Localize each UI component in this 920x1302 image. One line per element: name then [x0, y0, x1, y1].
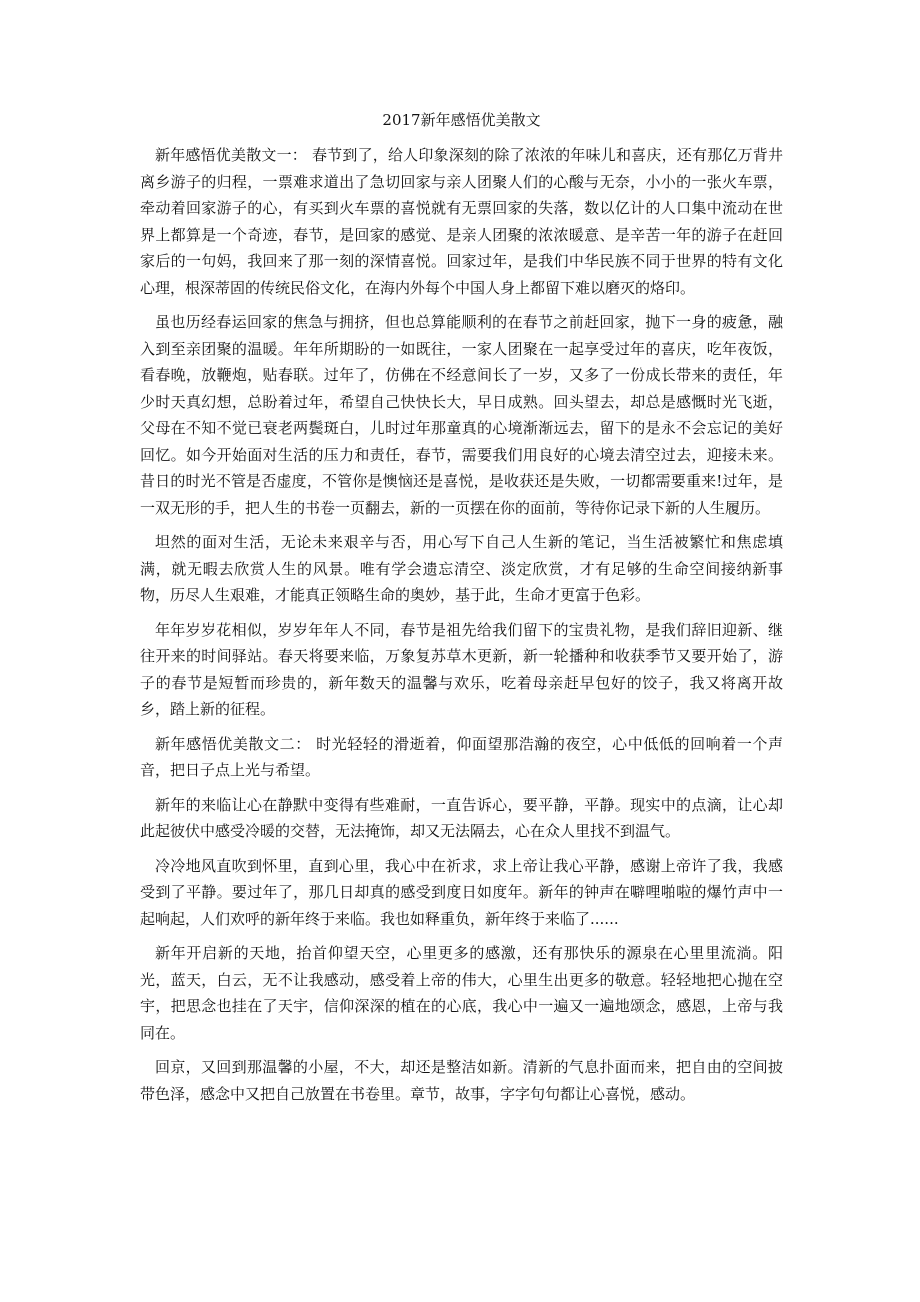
paragraph-2: 虽也历经春运回家的焦急与拥挤，但也总算能顺利的在春节之前赶回家，抛下一身的疲惫，融入到至亲团聚的温暖。年年所期盼的一如既往，一家人团聚在一起享受过年的喜庆，吃年夜饭，看春晚，放鞭炮，贴春联。过年了，仿佛在不经意间长了一岁，又多了一份成长带来的责任，年少时天真幻想，总盼着过年，希望自己快快长大，早日成熟。回头望去，却总是感慨时光飞逝，父母在不知不觉已衰老两鬓斑白，儿时过年那童真的心境渐渐远去，留下的是永不会忘记的美好回忆。如今开始面对生活的压力和责任，春节，需要我们用良好的心境去清空过去，迎接未来。昔日的时光不管是否虚度，不管你是懊恼还是喜悦，是收获还是失败，一切都需要重来!过年，是一双无形的手，把人生的书卷一页翻去，新的一页摆在你的面前，等待你记录下新的人生履历。 — [140, 313, 783, 517]
paragraph-4: 年年岁岁花相似，岁岁年年人不同，春节是祖先给我们留下的宝贵礼物，是我们辞旧迎新、继往开来的时间驿站。春天将要来临，万象复苏草木更新，新一轮播种和收获季节又要开始了，游子的春节是短暂而珍贵的，新年数天的温馨与欢乐，吃着母亲赶早包好的饺子，我又将离开故乡，踏上新的征程。 — [140, 620, 783, 718]
paragraph-8: 新年开启新的天地，抬首仰望天空，心里更多的感激，还有那快乐的源泉在心里里流淌。阳光，蓝天，白云，无不让我感动，感受着上帝的伟大，心里生出更多的敬意。轻轻地把心抛在空宇，把思念也挂在了天宇，信仰深深的植在的心底，我心中一遍又一遍地颂念，感恩，上帝与我同在。 — [140, 944, 783, 1042]
paragraph-5: 新年感悟优美散文二： 时光轻轻的滑逝着，仰面望那浩瀚的夜空，心中低低的回响着一个声音，把日子点上光与希望。 — [140, 734, 783, 779]
paragraph-1: 新年感悟优美散文一： 春节到了，给人印象深刻的除了浓浓的年味儿和喜庆，还有那亿万背井离乡游子的归程，一票难求道出了急切回家与亲人团聚人们的心酸与无奈，小小的一张火车票，牵动着回家游子的心，有买到火车票的喜悦就有无票回家的失落，数以亿计的人口集中流动在世界上都算是一个奇迹，春节，是回家的感觉、是亲人团聚的浓浓暖意、是辛苦一年的游子在赶回家后的一句妈，我回来了那一刻的深情喜悦。回家过年，是我们中华民族不同于世界的特有文化心理，根深蒂固的传统民俗文化，在海内外每个中国人身上都留下难以磨灭的烙印。 — [140, 146, 783, 297]
paragraph-6: 新年的来临让心在静默中变得有些难耐，一直告诉心，要平静，平静。现实中的点滴，让心却此起彼伏中感受冷暖的交替，无法掩饰，却又无法隔去，心在众人里找不到温气。 — [140, 795, 783, 840]
document-title: 2017新年感悟优美散文 — [382, 111, 541, 129]
paragraph-7: 冷冷地风直吹到怀里，直到心里，我心中在祈求，求上帝让我心平静，感谢上帝许了我，我感受到了平静。要过年了，那几日却真的感受到度日如度年。新年的钟声在噼哩啪啦的爆竹声中一起响起，人们欢呼的新年终于来临。我也如释重负，新年终于来临了...... — [140, 856, 783, 928]
document-page — [140, 110, 783, 1115]
paragraph-9: 回京，又回到那温馨的小屋，不大，却还是整洁如新。清新的气息扑面而来，把自由的空间披带色泽，感念中又把自己放置在书卷里。章节，故事，字字句句都让心喜悦，感动。 — [140, 1058, 783, 1103]
paragraph-3: 坦然的面对生活，无论未来艰辛与否，用心写下自己人生新的笔记，当生活被繁忙和焦虑填满，就无暇去欣赏人生的风景。唯有学会遗忘清空、淡定欣赏，才有足够的生命空间接纳新事物，历尽人生艰难，才能真正领略生命的奥妙，基于此，生命才更富于色彩。 — [140, 533, 783, 604]
